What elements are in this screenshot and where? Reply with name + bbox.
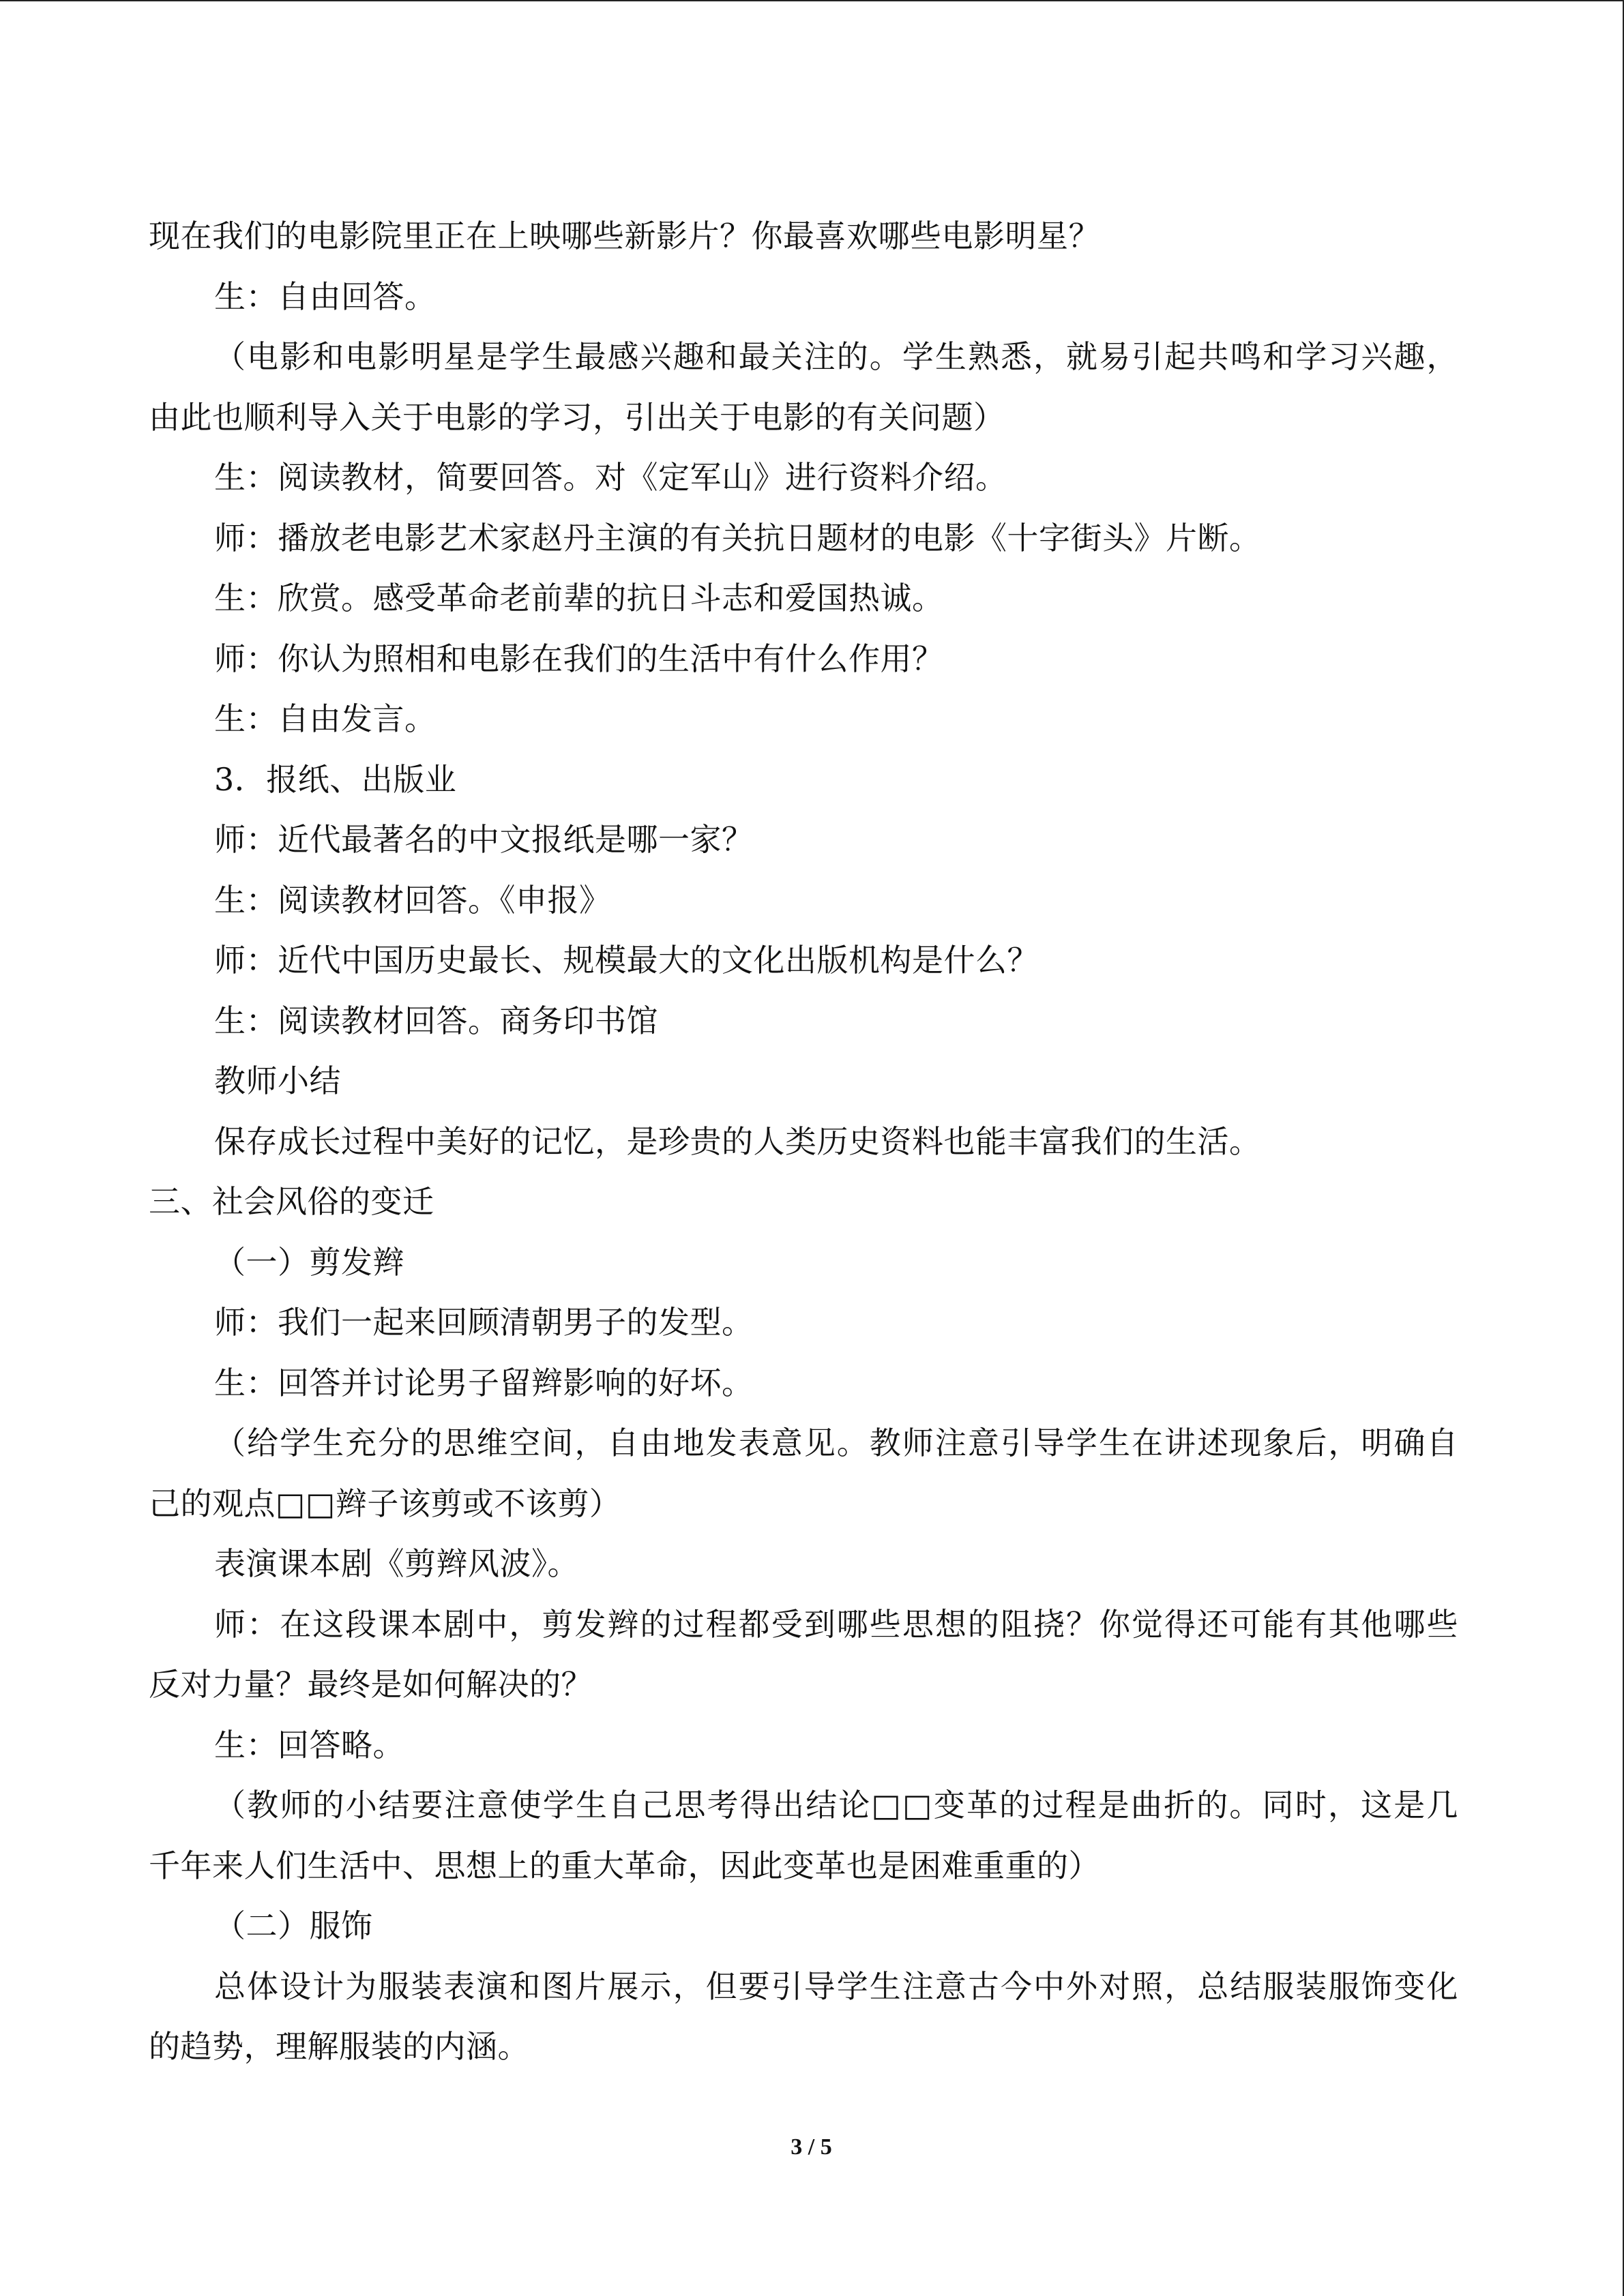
text-line: 生：阅读教材回答。《申报》 — [214, 881, 611, 919]
text-line: 现在我们的电影院里正在上映哪些新影片？你最喜欢哪些电影明星？ — [149, 218, 1100, 254]
text-line: 三、社会风俗的变迁 — [149, 1183, 434, 1220]
text-line: 的趋势，理解服装的内涵。 — [149, 2028, 529, 2065]
text-line: （电影和电影明星是学生最感兴趣和最关注的。学生熟悉，就易引起共鸣和学习兴趣， — [214, 338, 1458, 375]
text-line: 3．报纸、出版业 — [214, 760, 457, 798]
text-line: 师：你认为照相和电影在我们的生活中有什么作用？ — [214, 640, 944, 677]
text-line: 生：阅读教材，简要回答。对《定军山》进行资料介绍。 — [214, 459, 1007, 496]
document-body — [149, 206, 1458, 2077]
text-line: 生：回答略。 — [214, 1726, 404, 1763]
text-line: 师：在这段课本剧中，剪发辫的过程都受到哪些思想的阻挠？你觉得还可能有其他哪些 — [214, 1605, 1458, 1643]
text-line: 教师小结 — [214, 1062, 341, 1099]
text-line: 师：近代最著名的中文报纸是哪一家？ — [214, 821, 754, 858]
text-line: 生：自由发言。 — [214, 700, 437, 737]
text-line: （教师的小结要注意使学生自己思考得出结论□□变革的过程是曲折的。同时，这是几 — [214, 1787, 1458, 1823]
text-line: 由此也顺利导入关于电影的学习，引出关于电影的有关问题） — [149, 398, 1005, 436]
text-line: 师：我们一起来回顾清朝男子的发型。 — [214, 1304, 754, 1341]
text-line: 生：欣赏。感受革命老前辈的抗日斗志和爱国热诚。 — [214, 580, 944, 616]
text-line: 总体设计为服装表演和图片展示，但要引导学生注意古今中外对照，总结服装服饰变化 — [214, 1967, 1458, 2005]
text-line: 生：回答并讨论男子留辫影响的好坏。 — [214, 1364, 754, 1401]
text-line: 表演课本剧《剪辫风波》。 — [214, 1545, 579, 1582]
text-line: （给学生充分的思维空间，自由地发表意见。教师注意引导学生在讲述现象后，明确自 — [214, 1425, 1458, 1461]
page-number: 3 / 5 — [791, 2134, 832, 2160]
text-line: 师：播放老电影艺术家赵丹主演的有关抗日题材的电影《十字街头》片断。 — [214, 519, 1261, 556]
text-line: 生：自由回答。 — [214, 278, 437, 315]
text-line: 反对力量？最终是如何解决的？ — [149, 1666, 593, 1703]
text-line: （一）剪发辫 — [214, 1243, 404, 1281]
text-line: （二）服饰 — [214, 1907, 373, 1944]
text-line: 生：阅读教材回答。商务印书馆 — [214, 1002, 658, 1039]
text-line: 师：近代中国历史最长、规模最大的文化出版机构是什么？ — [214, 942, 1039, 979]
text-line: 千年来人们生活中、思想上的重大革命，因此变革也是困难重重的） — [149, 1847, 1100, 1884]
text-line: 保存成长过程中美好的记忆，是珍贵的人类历史资料也能丰富我们的生活。 — [214, 1122, 1261, 1160]
text-line: 己的观点□□辫子该剪或不该剪） — [149, 1485, 621, 1522]
